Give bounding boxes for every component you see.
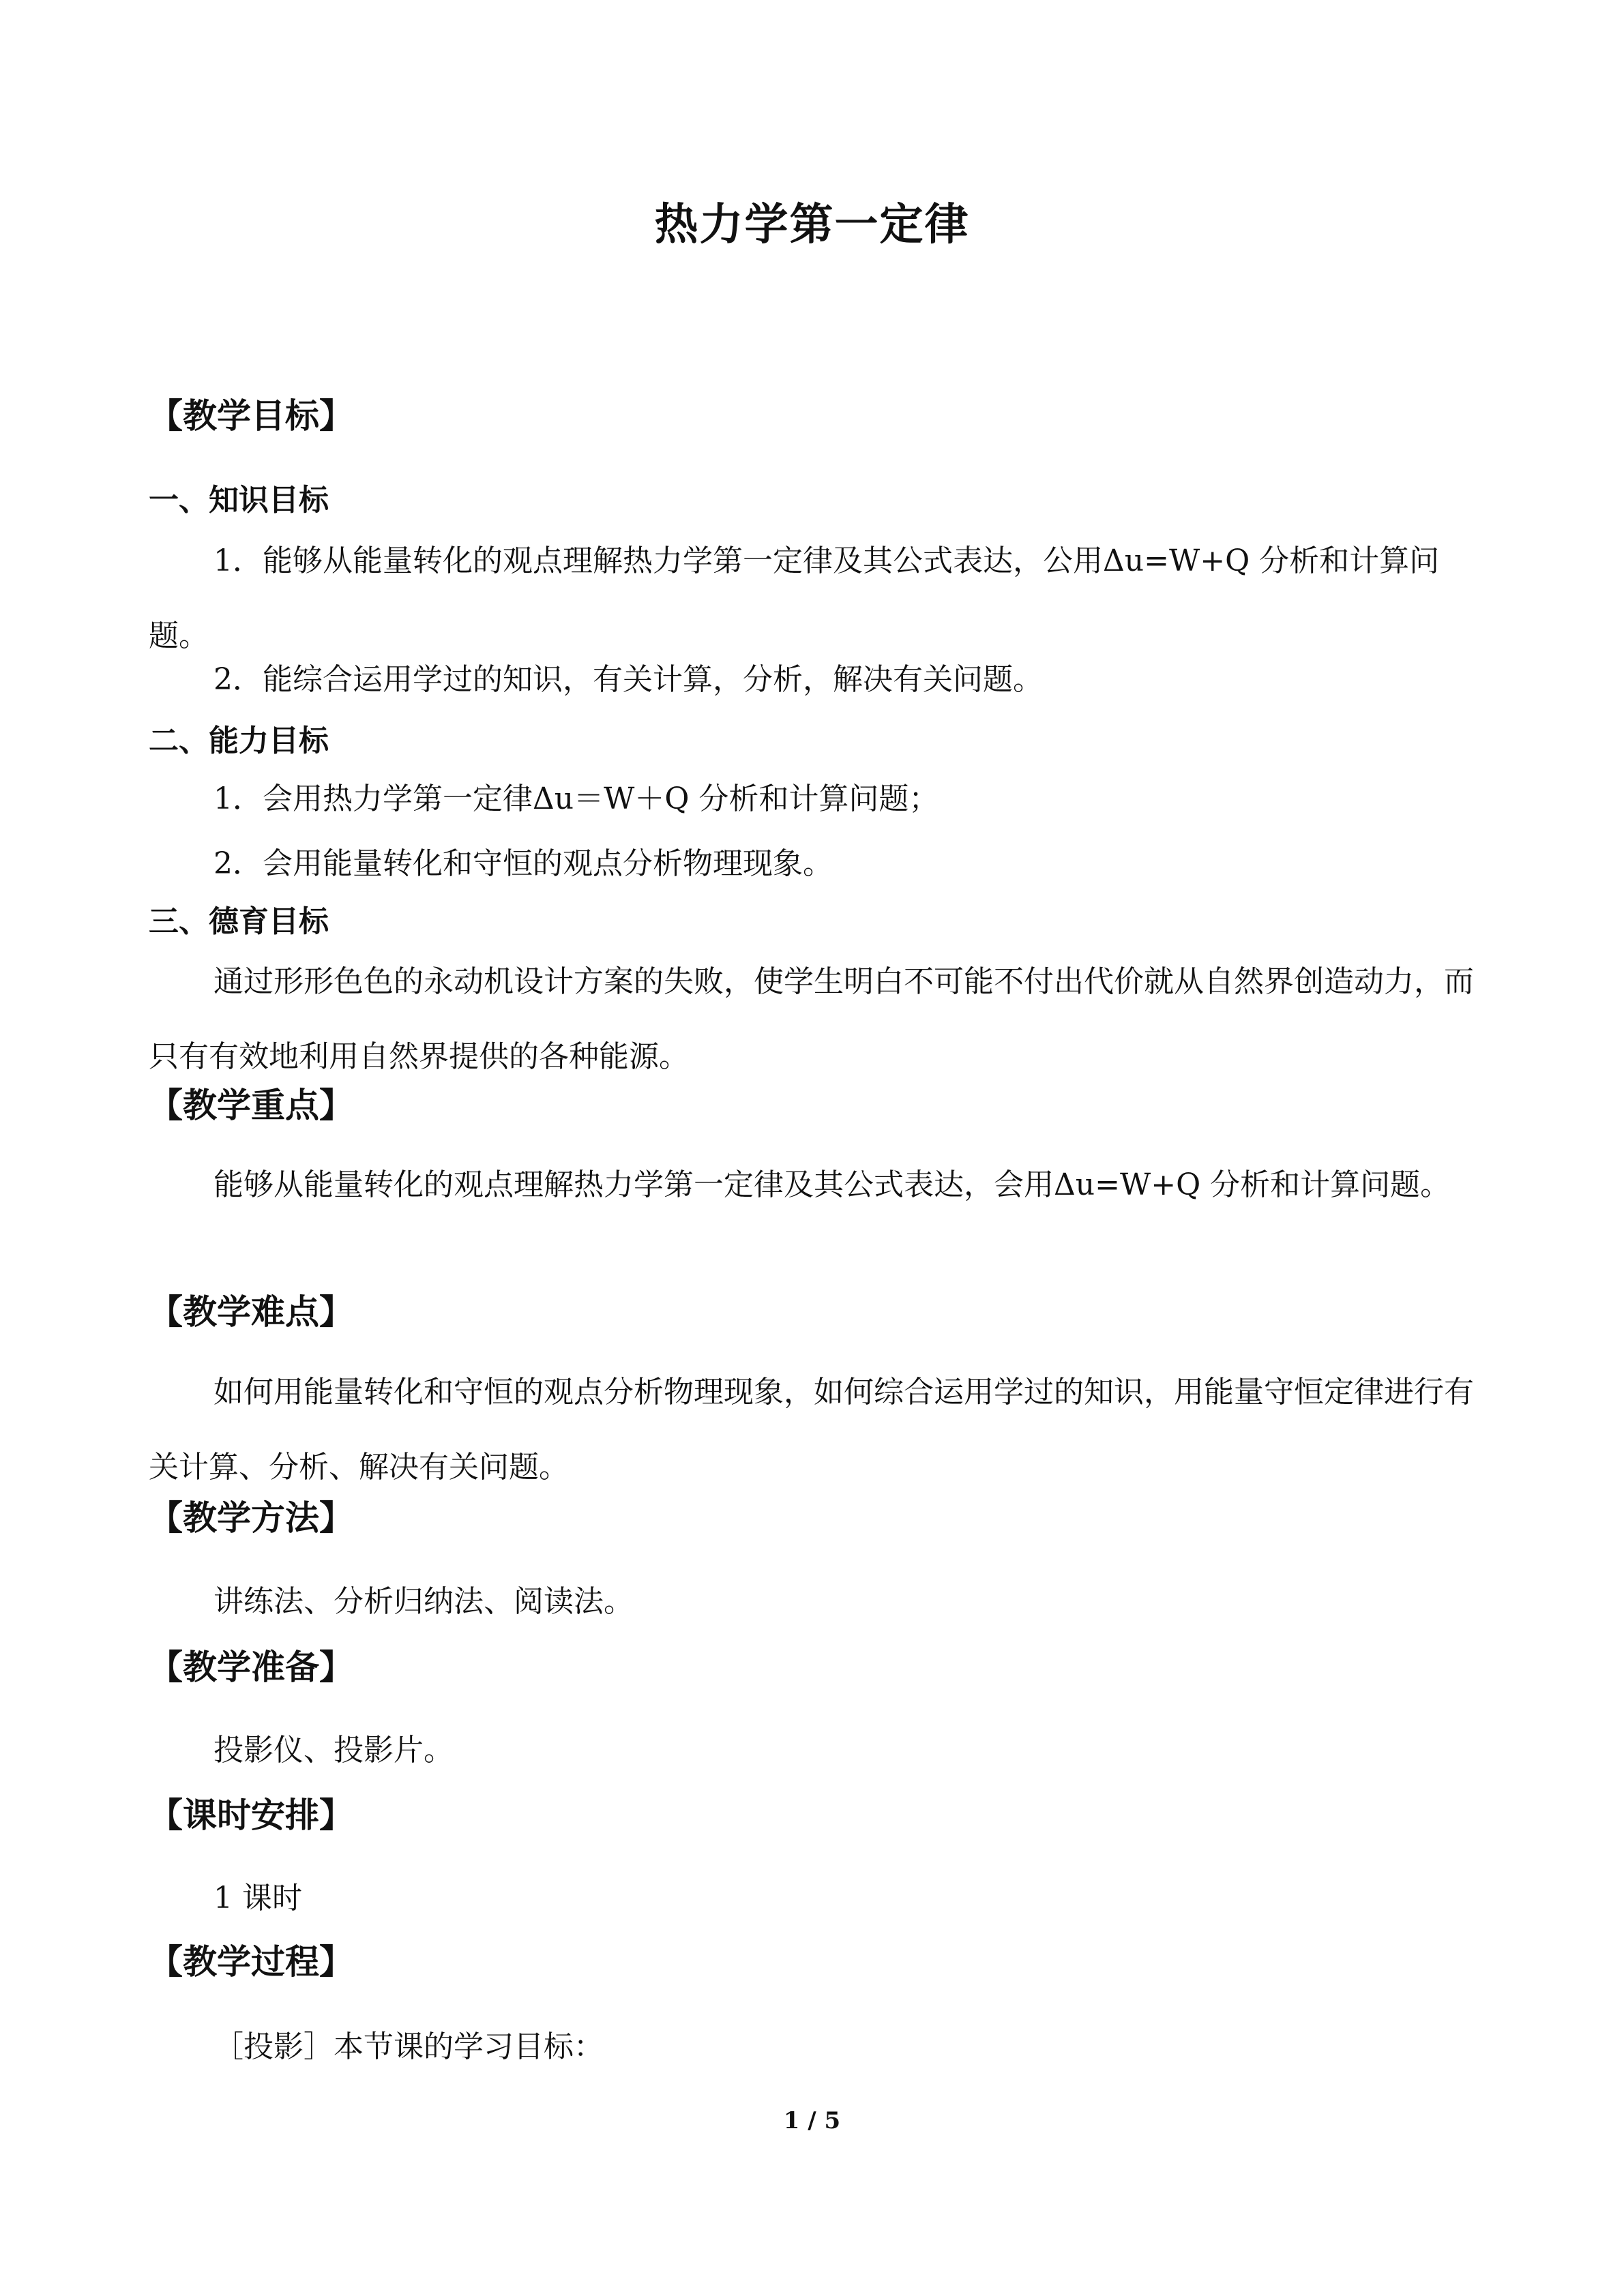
document-title: 热力学第一定律 xyxy=(654,200,970,250)
section-heading-teaching-goals: 【教学目标】 xyxy=(149,396,353,436)
ability-goal-item-1: 1．会用热力学第一定律Δu＝W＋Q 分析和计算问题； xyxy=(213,781,939,816)
key-points-text: 能够从能量转化的观点理解热力学第一定律及其公式表达，会用Δu=W+Q 分析和计算问题。 xyxy=(213,1167,1451,1202)
page-number: 1 / 5 xyxy=(783,2107,841,2134)
section-heading-methods: 【教学方法】 xyxy=(149,1498,353,1538)
schedule-text: 1 课时 xyxy=(213,1881,302,1915)
section-heading-schedule: 【课时安排】 xyxy=(149,1795,353,1835)
subheading-moral-goals: 三、德育目标 xyxy=(149,904,329,939)
preparation-text: 投影仪、投影片。 xyxy=(213,1733,454,1768)
knowledge-goal-item-1: 1．能够从能量转化的观点理解热力学第一定律及其公式表达，公用Δu=W+Q 分析和计算问题。 xyxy=(149,543,1440,653)
difficulties-text: 如何用能量转化和守恒的观点分析物理现象，如何综合运用学过的知识，用能量守恒定律进行有关计算、分析、解决有关问题。 xyxy=(149,1375,1474,1485)
section-heading-process: 【教学过程】 xyxy=(149,1942,353,1982)
process-text: ［投影］本节课的学习目标： xyxy=(213,2029,604,2064)
subheading-knowledge-goals: 一、知识目标 xyxy=(149,483,329,518)
ability-goal-item-2: 2．会用能量转化和守恒的观点分析物理现象。 xyxy=(213,846,833,881)
section-heading-key-points: 【教学重点】 xyxy=(149,1086,353,1125)
methods-text: 讲练法、分析归纳法、阅读法。 xyxy=(213,1584,634,1619)
subheading-ability-goals: 二、能力目标 xyxy=(149,724,329,758)
knowledge-goal-item-2: 2．能综合运用学过的知识，有关计算，分析，解决有关问题。 xyxy=(213,662,1043,697)
moral-goal-text: 通过形形色色的永动机设计方案的失败，使学生明白不可能不付出代价就从自然界创造动力，而只有有效地利用自然界提供的各种能源。 xyxy=(149,964,1474,1074)
section-heading-preparation: 【教学准备】 xyxy=(149,1648,353,1687)
section-heading-difficulties: 【教学难点】 xyxy=(149,1292,353,1332)
